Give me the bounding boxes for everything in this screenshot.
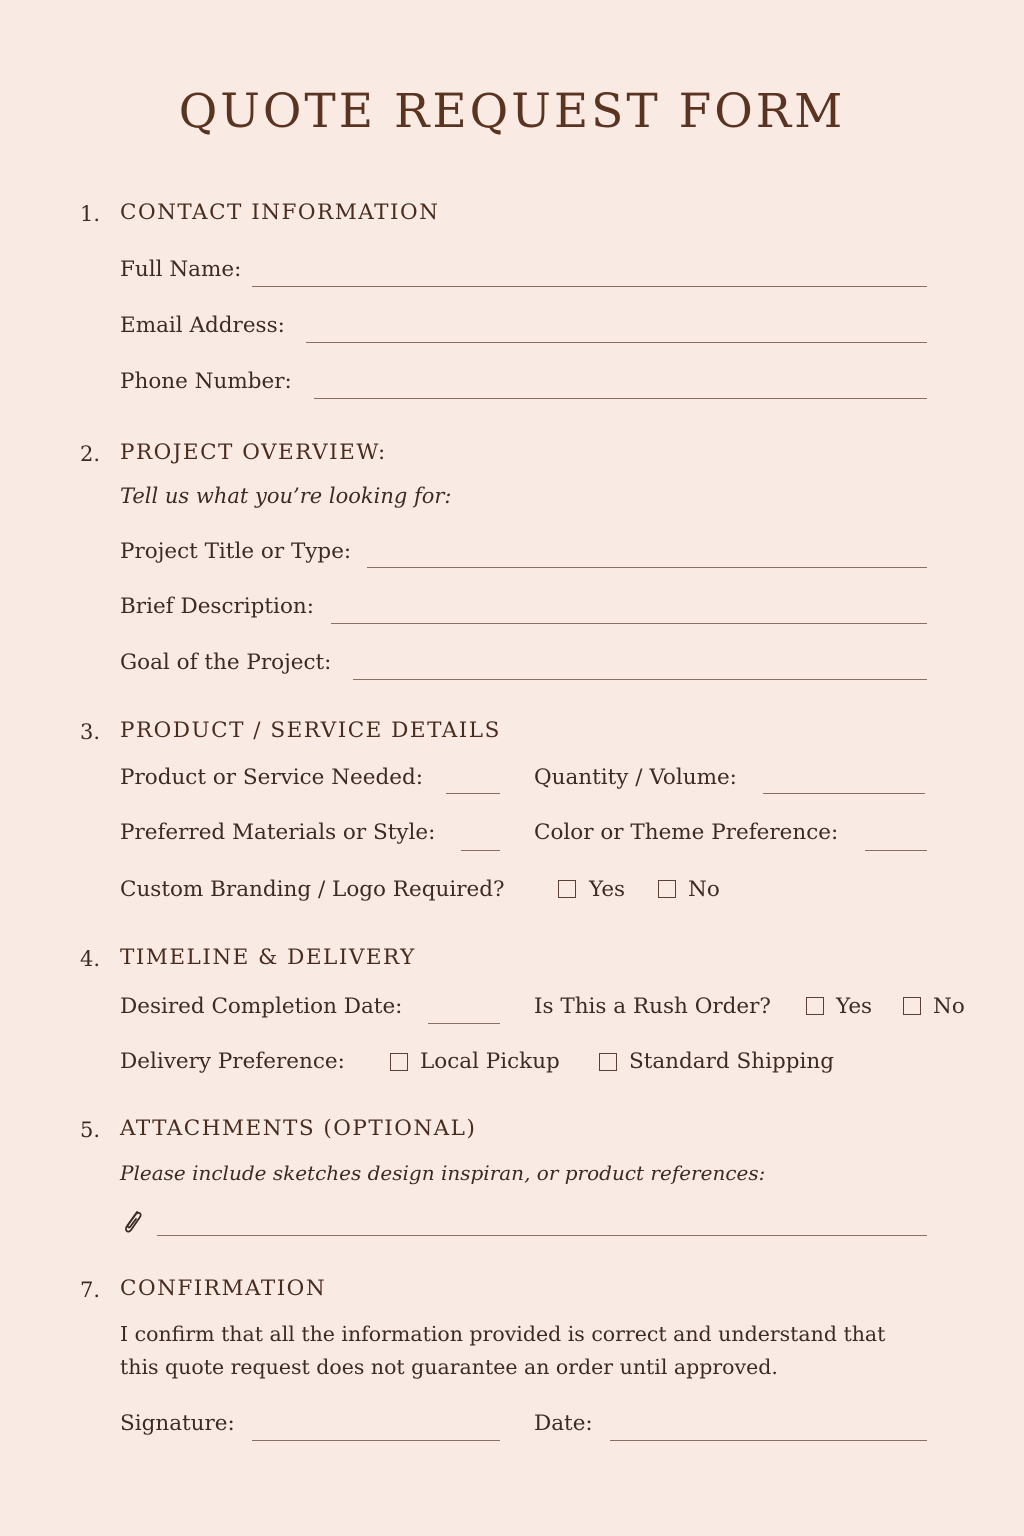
- attachments-prompt: Please include sketches design inspiran, or product references:: [120, 1161, 766, 1185]
- section-heading-confirmation: CONFIRMATION: [120, 1276, 327, 1301]
- overview-prompt: Tell us what you’re looking for:: [120, 484, 452, 508]
- completion-date-field[interactable]: [428, 1023, 500, 1024]
- materials-label: Preferred Materials or Style:: [120, 820, 436, 845]
- section-heading-attachments: ATTACHMENTS (OPTIONAL): [120, 1116, 477, 1141]
- materials-field[interactable]: [461, 850, 500, 851]
- confirmation-statement-line1: I confirm that all the information provided is correct and understand that: [120, 1322, 886, 1346]
- rush-label: Is This a Rush Order?: [534, 994, 771, 1019]
- full-name-label: Full Name:: [120, 257, 242, 282]
- pickup-label: Local Pickup: [420, 1049, 560, 1074]
- email-label: Email Address:: [120, 313, 285, 338]
- section-number: 4.: [80, 947, 101, 971]
- project-title-field[interactable]: [367, 567, 927, 568]
- branding-no-label: No: [688, 877, 720, 902]
- section-number: 7.: [80, 1278, 101, 1302]
- rush-yes-label: Yes: [836, 994, 873, 1019]
- section-heading-overview: PROJECT OVERVIEW:: [120, 440, 387, 465]
- phone-label: Phone Number:: [120, 369, 292, 394]
- branding-no-checkbox[interactable]: [658, 880, 676, 898]
- branding-yes-checkbox[interactable]: [558, 880, 576, 898]
- product-label: Product or Service Needed:: [120, 765, 423, 790]
- branding-label: Custom Branding / Logo Required?: [120, 877, 505, 902]
- branding-yes-label: Yes: [589, 877, 626, 902]
- attachment-field[interactable]: [157, 1235, 927, 1236]
- description-label: Brief Description:: [120, 594, 314, 619]
- full-name-field[interactable]: [252, 286, 927, 287]
- quantity-field[interactable]: [763, 793, 925, 794]
- rush-no-label: No: [933, 994, 965, 1019]
- goal-label: Goal of the Project:: [120, 650, 332, 675]
- signature-label: Signature:: [120, 1411, 235, 1436]
- paperclip-icon[interactable]: [119, 1206, 147, 1238]
- section-heading-contact: CONTACT INFORMATION: [120, 200, 440, 225]
- color-label: Color or Theme Preference:: [534, 820, 839, 845]
- color-field[interactable]: [865, 850, 927, 851]
- goal-field[interactable]: [353, 679, 927, 680]
- confirmation-statement-line2: this quote request does not guarantee an order until approved.: [120, 1355, 778, 1379]
- shipping-label: Standard Shipping: [629, 1049, 834, 1074]
- email-field[interactable]: [306, 342, 927, 343]
- description-field[interactable]: [331, 623, 927, 624]
- signature-field[interactable]: [252, 1440, 500, 1441]
- rush-yes-checkbox[interactable]: [806, 997, 824, 1015]
- section-heading-timeline: TIMELINE & DELIVERY: [120, 945, 416, 970]
- rush-no-checkbox[interactable]: [903, 997, 921, 1015]
- section-number: 5.: [80, 1118, 101, 1142]
- pickup-checkbox[interactable]: [390, 1053, 408, 1071]
- form-title: QUOTE REQUEST FORM: [178, 84, 846, 139]
- project-title-label: Project Title or Type:: [120, 539, 352, 564]
- date-field[interactable]: [610, 1440, 927, 1441]
- date-label: Date:: [534, 1411, 593, 1436]
- product-field[interactable]: [446, 793, 500, 794]
- shipping-checkbox[interactable]: [599, 1053, 617, 1071]
- completion-label: Desired Completion Date:: [120, 994, 403, 1019]
- section-heading-product: PRODUCT / SERVICE DETAILS: [120, 718, 501, 743]
- section-number: 2.: [80, 442, 101, 466]
- delivery-label: Delivery Preference:: [120, 1049, 345, 1074]
- section-number: 1.: [80, 202, 101, 226]
- quantity-label: Quantity / Volume:: [534, 765, 737, 790]
- section-number: 3.: [80, 720, 101, 744]
- phone-field[interactable]: [314, 398, 927, 399]
